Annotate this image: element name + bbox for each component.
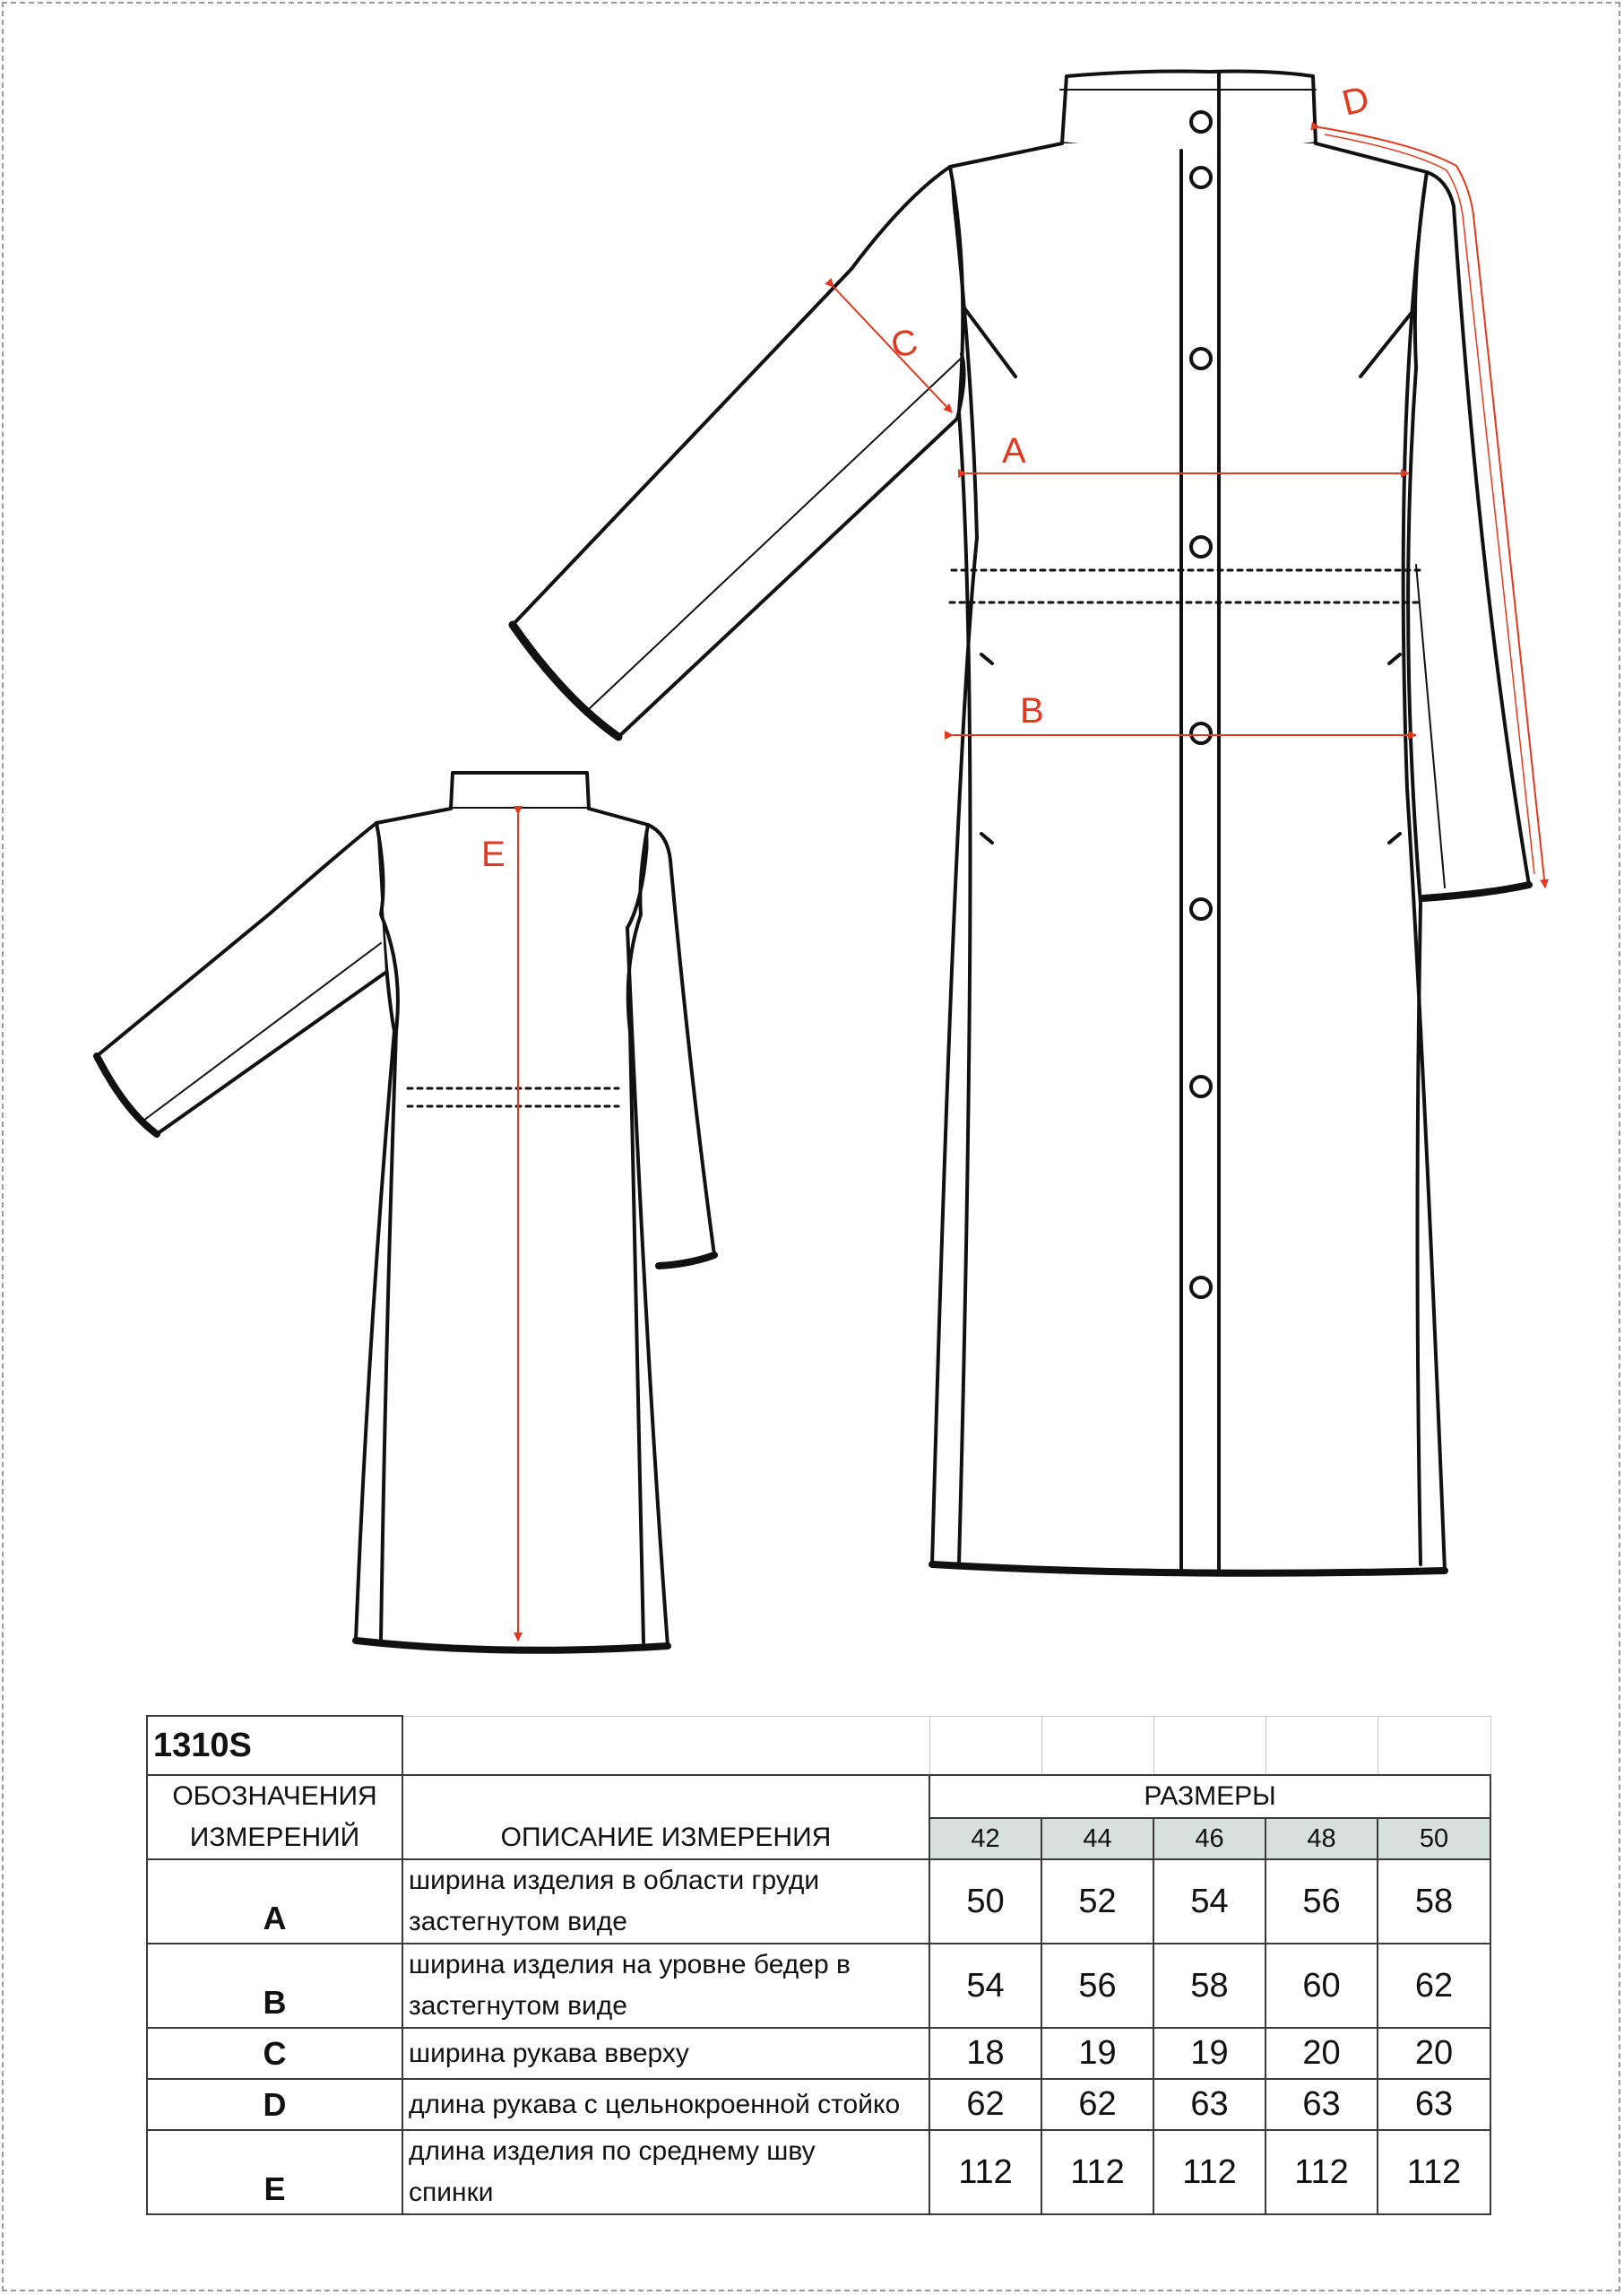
code-b: B	[147, 1944, 402, 2028]
label-a: A	[1002, 431, 1026, 471]
value-cell: 54	[1153, 1859, 1266, 1944]
code-c: C	[147, 2028, 402, 2079]
label-e: E	[481, 835, 505, 874]
front-left-sleeve	[513, 167, 964, 737]
value-cell: 54	[929, 1944, 1041, 2028]
value-cell: 18	[929, 2028, 1041, 2079]
code-e: E	[147, 2130, 402, 2214]
value-cell: 20	[1378, 2028, 1490, 2079]
back-view	[97, 773, 714, 1650]
value-cell: 62	[1041, 2079, 1153, 2130]
table-row-c	[147, 2028, 1490, 2079]
code-d: D	[147, 2079, 402, 2130]
back-left-sleeve	[97, 823, 385, 1134]
desc-d: длина рукава с цельнокроенной стойко	[402, 2079, 929, 2130]
sizes-header: РАЗМЕРЫ	[929, 1775, 1490, 1818]
header-row-1	[147, 1775, 1490, 1818]
table-title-row	[147, 1716, 1490, 1775]
front-collar	[1062, 72, 1316, 152]
value-cell: 112	[929, 2130, 1041, 2214]
value-cell: 19	[1153, 2028, 1266, 2079]
value-cell: 62	[929, 2079, 1041, 2130]
desc-a: ширина изделия в области груди застегнутом виде	[402, 1859, 929, 1944]
value-cell: 112	[1041, 2130, 1153, 2214]
value-cell: 112	[1153, 2130, 1266, 2214]
label-b: B	[1020, 691, 1044, 731]
value-cell: 112	[1266, 2130, 1378, 2214]
table-row-b	[147, 1944, 1490, 2028]
value-cell: 60	[1266, 1944, 1378, 2028]
value-cell: 63	[1266, 2079, 1378, 2130]
front-view	[513, 72, 1529, 1573]
size-42: 42	[929, 1818, 1041, 1859]
code-a: A	[147, 1859, 402, 1944]
desc-b: ширина изделия на уровне бедер в застегнутом виде	[402, 1944, 929, 2028]
value-cell: 52	[1041, 1859, 1153, 1944]
desc-header: ОПИСАНИЕ ИЗМЕРЕНИЯ	[402, 1775, 929, 1859]
size-50: 50	[1378, 1818, 1490, 1859]
label-c: C	[887, 322, 921, 367]
table-row-a	[147, 1859, 1490, 1944]
value-cell: 20	[1266, 2028, 1378, 2079]
value-cell: 58	[1378, 1859, 1490, 1944]
table-row-e	[147, 2130, 1490, 2214]
value-cell: 63	[1378, 2079, 1490, 2130]
desc-c: ширина рукава вверху	[402, 2028, 929, 2079]
value-cell: 112	[1378, 2130, 1490, 2214]
size-46: 46	[1153, 1818, 1266, 1859]
back-right-sleeve	[648, 825, 714, 1266]
model-number: 1310S	[147, 1716, 402, 1775]
value-cell: 58	[1153, 1944, 1266, 2028]
value-cell: 56	[1041, 1944, 1153, 2028]
back-body	[356, 809, 668, 1649]
size-48: 48	[1266, 1818, 1378, 1859]
front-body	[932, 143, 1445, 1572]
back-collar	[451, 773, 589, 809]
value-cell: 19	[1041, 2028, 1153, 2079]
code-header: ОБОЗНАЧЕНИЯ ИЗМЕРЕНИЙ	[147, 1775, 402, 1859]
value-cell: 50	[929, 1859, 1041, 1944]
size-table	[146, 1715, 1491, 2215]
value-cell: 63	[1153, 2079, 1266, 2130]
desc-e: длина изделия по среднему шву спинки	[402, 2130, 929, 2214]
front-right-sleeve	[1423, 172, 1529, 898]
label-d: D	[1338, 79, 1374, 124]
table-row-d	[147, 2079, 1490, 2130]
value-cell: 62	[1378, 1944, 1490, 2028]
size-44: 44	[1041, 1818, 1153, 1859]
value-cell: 56	[1266, 1859, 1378, 1944]
